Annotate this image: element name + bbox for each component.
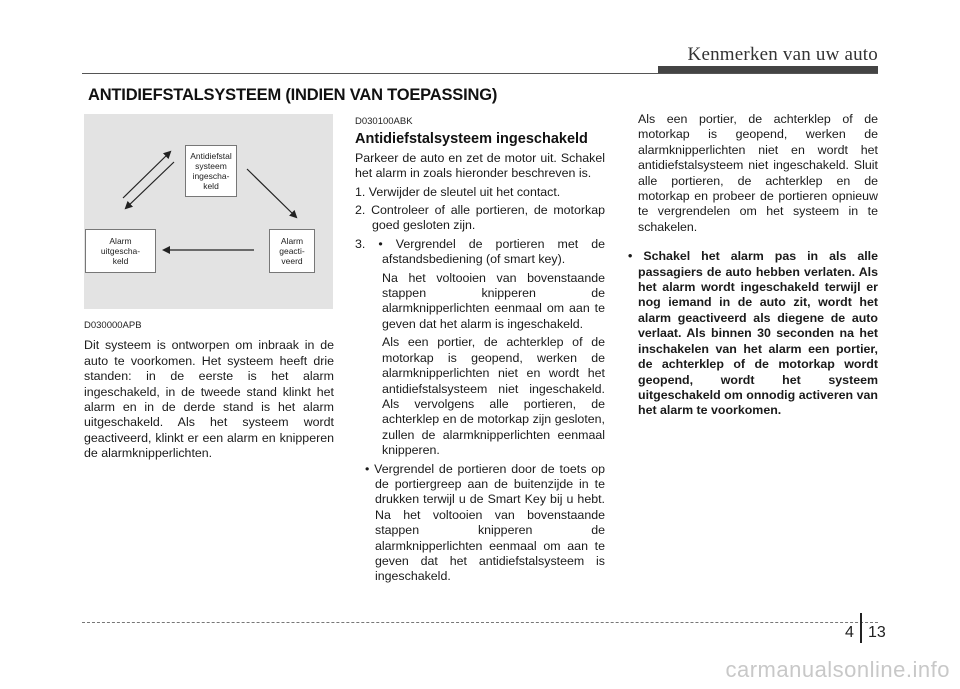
- step-item: 1. Verwijder de sleutel uit het contact.: [355, 184, 561, 199]
- header-divider: [82, 73, 878, 74]
- node-label-line: keld: [203, 181, 219, 191]
- section-title: ANTIDIEFSTALSYSTEEM (INDIEN VAN TOEPASSING): [88, 86, 498, 104]
- column-3: [628, 112, 878, 419]
- intro-paragraph: Parkeer de auto en zet de motor uit. Schakel het alarm in zoals hieronder beschreven is.: [355, 150, 605, 181]
- node-label-line: keld: [112, 256, 129, 266]
- node-label-line: Alarm: [280, 236, 304, 246]
- subsection-heading: Antidiefstalsysteem ingeschakeld: [355, 131, 588, 148]
- footer-separator: [860, 613, 862, 643]
- node-label-line: Alarm: [109, 236, 132, 246]
- node-label-line: uitgescha-: [100, 246, 141, 256]
- step-note: Na het voltooien van bovenstaande stappen knipperen de alarmknipperlichten eenmaal om aan te geven dat het alarm is ingeschakeld.: [382, 270, 605, 331]
- node-label-line: ingescha-: [192, 171, 230, 181]
- page-number: 13: [868, 624, 886, 641]
- node-label-line: systeem: [195, 161, 227, 171]
- footer-divider: [82, 622, 878, 623]
- node-label-line: geacti-: [279, 246, 305, 256]
- watermark: carmanualsonline.info: [725, 657, 950, 682]
- step-item: 3. • Vergrendel de portieren met de afstandsbediening (of smart key).: [355, 236, 605, 267]
- diagram-arrows: [84, 114, 333, 309]
- arrow-armed-to-disarmed: [126, 162, 174, 208]
- node-label-line: Antidiefstal: [190, 151, 232, 161]
- column-1: [84, 318, 334, 462]
- column-2: [355, 114, 605, 585]
- arrow-armed-to-alarm: [247, 169, 296, 217]
- alarm-state-diagram: [84, 114, 333, 309]
- step-item: 2. Controleer of alle portieren, de motorkap goed gesloten zijn.: [355, 203, 605, 233]
- node-label-line: veerd: [281, 256, 303, 266]
- intro-paragraph: Dit systeem is ontworpen om inbraak in de auto te voorkomen. Het systeem heeft drie standen: in de eerste is het alarm ingeschakeld, in de tweede stand klinkt het alarm en in de derde stand is het alarm uitgeschakeld. Als het systeem wordt geactiveerd, klinkt er een alarm en knipperen de alarmknipperlichten.: [84, 338, 334, 461]
- header-accent-bar: [658, 66, 878, 73]
- bullet-item: • Vergrendel de portieren door de toets op de portiergreep aan de buitenzijde in te drukken terwijl u de Smart Key bij u hebt. Na het voltooien van bovenstaande stappen knipperen de alarmknipperlichten eenmaal om aan te geven dat het antidiefstalsysteem is ingeschakeld.: [365, 461, 605, 584]
- arrow-disarmed-to-armed: [123, 152, 170, 198]
- section-code: D030000APB: [84, 320, 142, 331]
- chapter-number: 4: [845, 624, 854, 641]
- warning-bullet: • Schakel het alarm pas in als alle passagiers de auto hebben verlaten. Als het alarm wordt ingeschakeld terwijl er nog iemand in de auto zit, wordt het alarm geactiveerd als diegene de auto verlaat. Als binnen 30 seconden na het inschakelen van het alarm een portier, de achterklep of de motorkap wordt geopend, wordt het systeem uitgeschakeld om onnodig activeren van het alarm te voorkomen.: [628, 249, 878, 418]
- running-header: Kenmerken van uw auto: [687, 44, 878, 65]
- section-code: D030100ABK: [355, 116, 413, 127]
- step-note: Als een portier, de achterklep of de motorkap is geopend, werken de alarmknipperlichten niet en wordt het antidiefstalsysteem niet ingeschakeld. Als vervolgens alle portieren, de achterklep en de motorkap zijn gesloten, zullen de alarmknipperlichten eenmaal knipperen.: [382, 335, 605, 458]
- body-paragraph: Als een portier, de achterklep of de motorkap is geopend, werken de alarmknipperlichten niet en wordt het antidiefstalsysteem niet ingeschakeld. Sluit alle portieren, de achterklep en de motorkap en probeer de portieren opnieuw te vergrendelen om het systeem in te schakelen.: [638, 112, 878, 234]
